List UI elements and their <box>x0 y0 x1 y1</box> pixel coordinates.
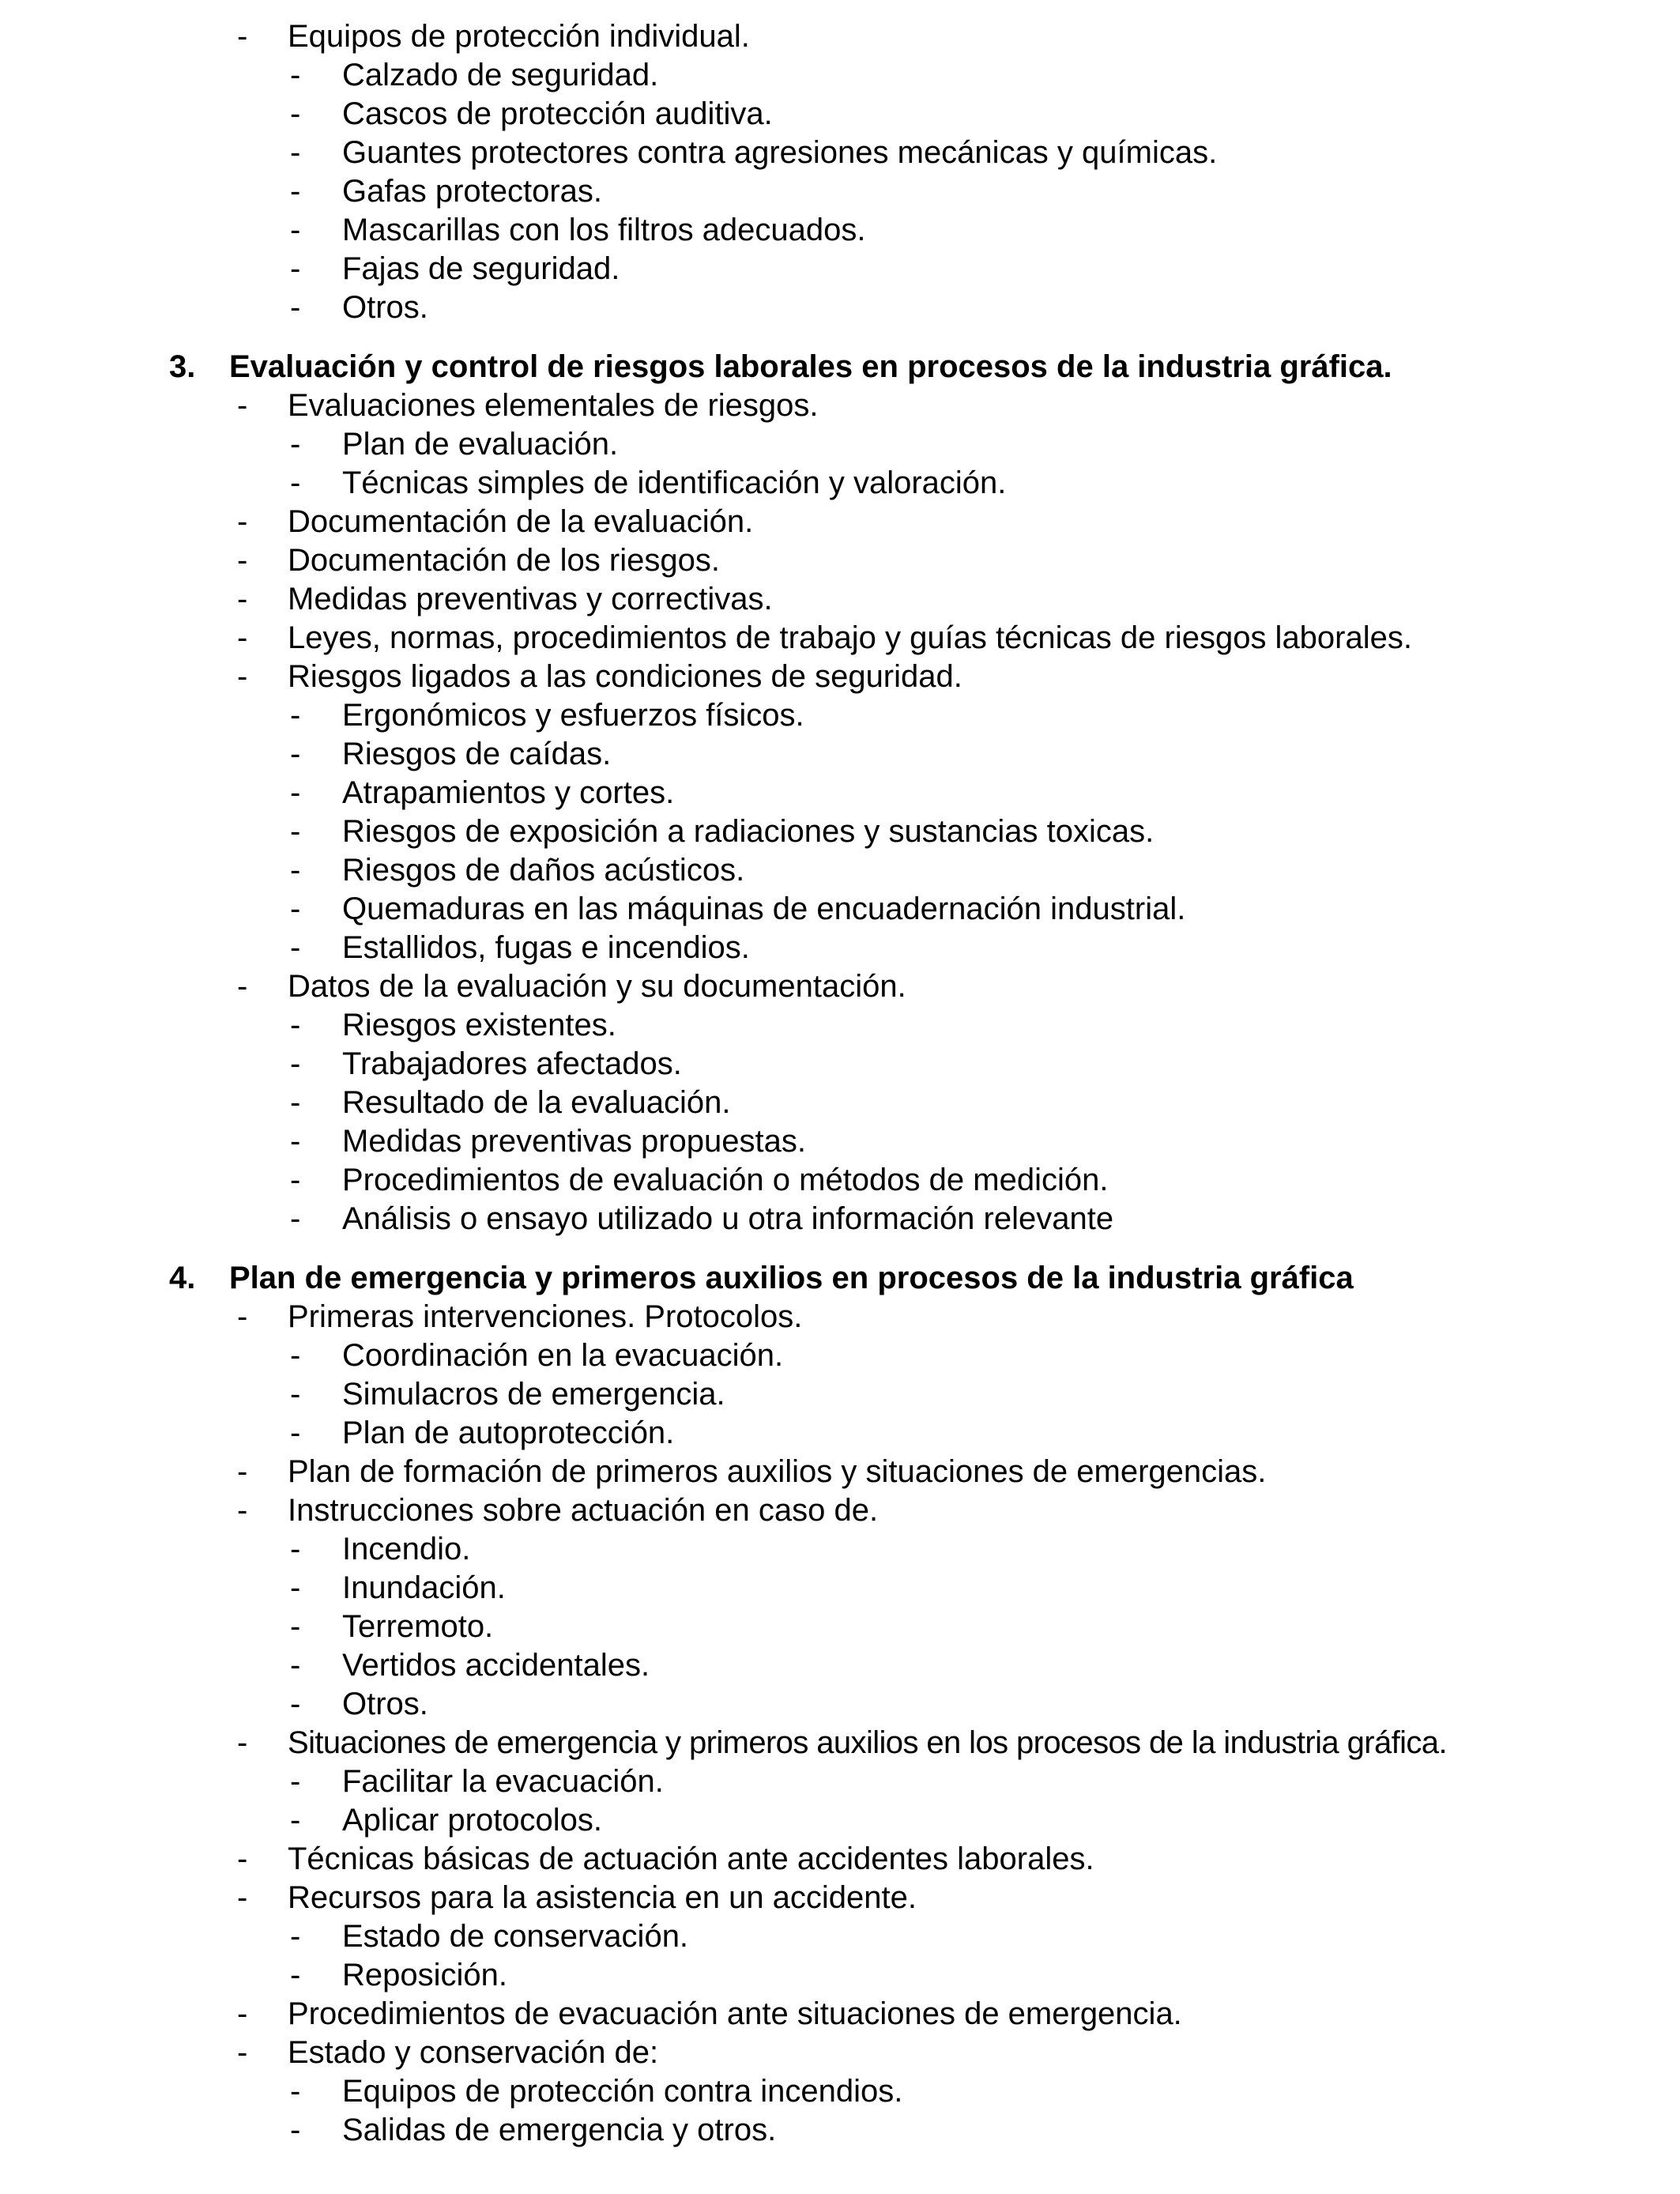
list-item <box>0 17 1680 56</box>
sub-list-item <box>0 1530 1680 1569</box>
sub-list-item <box>0 211 1680 250</box>
item-text: Mascarillas con los filtros adecuados. <box>342 213 866 247</box>
bullet-dash: - <box>237 1842 248 1876</box>
item-text: Simulacros de emergencia. <box>342 1377 725 1412</box>
item-text: Guantes protectores contra agresiones mecánicas y químicas. <box>342 135 1218 170</box>
sub-list-item <box>0 1006 1680 1045</box>
item-text: Trabajadores afectados. <box>342 1046 682 1081</box>
bullet-dash: - <box>290 930 301 965</box>
sub-list-item <box>0 1336 1680 1375</box>
item-text: Terremoto. <box>342 1609 494 1644</box>
item-text: Técnicas simples de identificación y valoración. <box>342 466 1007 500</box>
section-title: Evaluación y control de riesgos laborales en procesos de la industria gráfica. <box>229 349 1392 384</box>
item-text: Instrucciones sobre actuación en caso de. <box>288 1493 879 1528</box>
bullet-dash: - <box>290 2113 301 2147</box>
bullet-dash: - <box>290 1803 301 1838</box>
item-text: Plan de autoprotección. <box>342 1416 675 1450</box>
item-text: Inundación. <box>342 1570 506 1605</box>
item-text: Otros. <box>342 1687 428 1721</box>
bullet-dash: - <box>290 1648 301 1683</box>
sub-list-item <box>0 929 1680 967</box>
item-text: Vertidos accidentales. <box>342 1648 650 1683</box>
item-text: Medidas preventivas propuestas. <box>342 1124 806 1159</box>
sub-list-item <box>0 2111 1680 2150</box>
sub-list-item <box>0 1161 1680 1200</box>
bullet-dash: - <box>290 427 301 462</box>
bullet-dash: - <box>290 1338 301 1373</box>
item-text: Salidas de emergencia y otros. <box>342 2113 777 2147</box>
sub-list-item <box>0 134 1680 172</box>
item-text: Evaluaciones elementales de riesgos. <box>288 388 819 423</box>
item-text: Quemaduras en las máquinas de encuadernación industrial. <box>342 892 1186 926</box>
sub-list-item <box>0 774 1680 812</box>
item-text: Procedimientos de evaluación o métodos de medición. <box>342 1163 1109 1197</box>
bullet-dash: - <box>290 1919 301 1954</box>
bullet-dash: - <box>290 58 301 92</box>
bullet-dash: - <box>290 1085 301 1120</box>
list-item <box>0 1995 1680 2034</box>
sub-list-item <box>0 696 1680 735</box>
bullet-dash: - <box>290 96 301 131</box>
list-item <box>0 386 1680 425</box>
sub-list-item <box>0 1801 1680 1840</box>
bullet-dash: - <box>237 1299 248 1334</box>
bullet-dash: - <box>237 1880 248 1915</box>
sub-list-item <box>0 1084 1680 1122</box>
bullet-dash: - <box>237 19 248 54</box>
sub-list-item <box>0 95 1680 134</box>
list-item <box>0 1840 1680 1879</box>
section-number: 4. <box>169 1261 196 1295</box>
bullet-dash: - <box>237 969 248 1004</box>
bullet-dash: - <box>290 775 301 810</box>
sub-list-item <box>0 56 1680 95</box>
item-text: Primeras intervenciones. Protocolos. <box>288 1299 803 1334</box>
bullet-dash: - <box>290 814 301 849</box>
sub-list-item <box>0 1646 1680 1685</box>
bullet-dash: - <box>290 1532 301 1566</box>
sub-list-item <box>0 1608 1680 1646</box>
item-text: Incendio. <box>342 1532 471 1566</box>
item-text: Riesgos existentes. <box>342 1008 616 1042</box>
bullet-dash: - <box>290 1609 301 1644</box>
sub-list-item <box>0 735 1680 774</box>
item-text: Recursos para la asistencia en un accidente. <box>288 1880 917 1915</box>
sub-list-item <box>0 812 1680 851</box>
item-text: Resultado de la evaluación. <box>342 1085 731 1120</box>
bullet-dash: - <box>290 1377 301 1412</box>
bullet-dash: - <box>290 1163 301 1197</box>
item-text: Documentación de los riesgos. <box>288 543 720 578</box>
bullet-dash: - <box>237 1493 248 1528</box>
sub-list-item <box>0 1685 1680 1724</box>
bullet-dash: - <box>290 1046 301 1081</box>
sub-list-item <box>0 1200 1680 1238</box>
bullet-dash: - <box>290 1416 301 1450</box>
list-item <box>0 1453 1680 1491</box>
item-text: Estallidos, fugas e incendios. <box>342 930 750 965</box>
bullet-dash: - <box>237 2035 248 2070</box>
sub-list-item <box>0 1045 1680 1084</box>
bullet-dash: - <box>290 1764 301 1799</box>
sub-list-item <box>0 1917 1680 1956</box>
bullet-dash: - <box>290 737 301 771</box>
sub-list-item <box>0 890 1680 929</box>
bullet-dash: - <box>290 174 301 209</box>
list-item <box>0 1724 1680 1762</box>
bullet-dash: - <box>290 135 301 170</box>
bullet-dash: - <box>290 1570 301 1605</box>
item-text: Riesgos de daños acústicos. <box>342 853 745 888</box>
list-item <box>0 503 1680 541</box>
item-text: Datos de la evaluación y su documentación. <box>288 969 906 1004</box>
item-text: Plan de formación de primeros auxilios y situaciones de emergencias. <box>288 1454 1267 1489</box>
sub-list-item <box>0 1569 1680 1608</box>
item-text: Documentación de la evaluación. <box>288 504 754 539</box>
sub-list-item <box>0 851 1680 890</box>
sub-list-item <box>0 172 1680 211</box>
item-text: Técnicas básicas de actuación ante accidentes laborales. <box>288 1842 1094 1876</box>
bullet-dash: - <box>237 659 248 694</box>
sub-list-item <box>0 250 1680 288</box>
bullet-dash: - <box>290 290 301 325</box>
bullet-dash: - <box>237 1996 248 2031</box>
item-text: Estado y conservación de: <box>288 2035 659 2070</box>
item-text: Otros. <box>342 290 428 325</box>
item-text: Estado de conservación. <box>342 1919 689 1954</box>
sub-list-item <box>0 425 1680 464</box>
bullet-dash: - <box>290 1687 301 1721</box>
item-text: Análisis o ensayo utilizado u otra información relevante <box>342 1201 1114 1236</box>
list-item <box>0 1879 1680 1917</box>
sub-list-item <box>0 464 1680 503</box>
document-page <box>0 17 1680 2150</box>
bullet-dash: - <box>237 543 248 578</box>
sub-list-item <box>0 1762 1680 1801</box>
bullet-dash: - <box>290 213 301 247</box>
list-item <box>0 2034 1680 2072</box>
item-text: Riesgos de caídas. <box>342 737 612 771</box>
list-item <box>0 1491 1680 1530</box>
bullet-dash: - <box>237 620 248 655</box>
list-item <box>0 1298 1680 1336</box>
sub-list-item <box>0 288 1680 327</box>
item-text: Atrapamientos y cortes. <box>342 775 675 810</box>
item-text: Procedimientos de evacuación ante situaciones de emergencia. <box>288 1996 1182 2031</box>
item-text: Gafas protectoras. <box>342 174 603 209</box>
section-heading <box>0 1259 1680 1298</box>
item-text: Riesgos de exposición a radiaciones y sustancias toxicas. <box>342 814 1155 849</box>
list-item <box>0 541 1680 580</box>
item-text: Ergonómicos y esfuerzos físicos. <box>342 698 804 733</box>
list-item <box>0 619 1680 658</box>
sub-list-item <box>0 1956 1680 1995</box>
bullet-dash: - <box>237 388 248 423</box>
bullet-dash: - <box>237 582 248 616</box>
item-text: Coordinación en la evacuación. <box>342 1338 784 1373</box>
bullet-dash: - <box>290 466 301 500</box>
bullet-dash: - <box>237 1725 248 1760</box>
item-text: Aplicar protocolos. <box>342 1803 603 1838</box>
bullet-dash: - <box>237 1454 248 1489</box>
item-text: Riesgos ligados a las condiciones de seguridad. <box>288 659 962 694</box>
section-title: Plan de emergencia y primeros auxilios en procesos de la industria gráfica <box>229 1261 1354 1295</box>
list-item <box>0 967 1680 1006</box>
bullet-dash: - <box>290 698 301 733</box>
bullet-dash: - <box>290 1201 301 1236</box>
item-text: Plan de evaluación. <box>342 427 619 462</box>
bullet-dash: - <box>290 1008 301 1042</box>
item-text: Situaciones de emergencia y primeros auxilios en los procesos de la industria gráfica. <box>288 1725 1447 1760</box>
bullet-dash: - <box>290 1958 301 1992</box>
item-text: Reposición. <box>342 1958 508 1992</box>
bullet-dash: - <box>290 251 301 286</box>
item-text: Facilitar la evacuación. <box>342 1764 664 1799</box>
sub-list-item <box>0 1122 1680 1161</box>
item-text: Equipos de protección contra incendios. <box>342 2074 903 2109</box>
sub-list-item <box>0 2072 1680 2111</box>
item-text: Medidas preventivas y correctivas. <box>288 582 773 616</box>
item-text: Leyes, normas, procedimientos de trabajo y guías técnicas de riesgos laborales. <box>288 620 1412 655</box>
bullet-dash: - <box>290 892 301 926</box>
bullet-dash: - <box>290 853 301 888</box>
item-text: Calzado de seguridad. <box>342 58 659 92</box>
sub-list-item <box>0 1375 1680 1414</box>
item-text: Equipos de protección individual. <box>288 19 750 54</box>
bullet-dash: - <box>290 1124 301 1159</box>
item-text: Cascos de protección auditiva. <box>342 96 773 131</box>
list-item <box>0 580 1680 619</box>
bullet-dash: - <box>290 2074 301 2109</box>
list-item <box>0 658 1680 696</box>
bullet-dash: - <box>237 504 248 539</box>
sub-list-item <box>0 1414 1680 1453</box>
section-number: 3. <box>169 349 196 384</box>
item-text: Fajas de seguridad. <box>342 251 620 286</box>
section-heading <box>0 348 1680 386</box>
